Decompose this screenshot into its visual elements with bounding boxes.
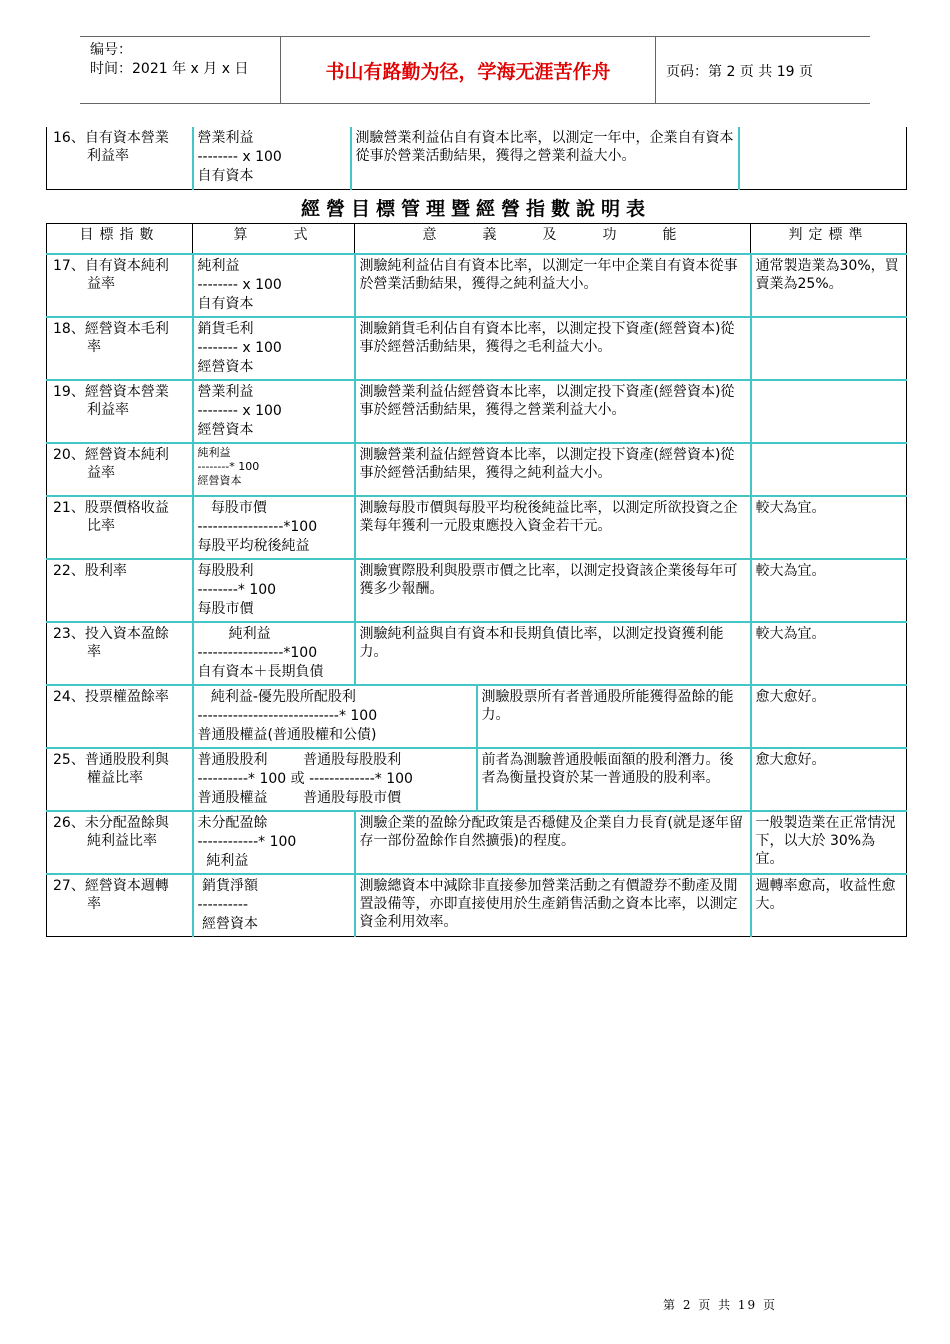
- formula-numerator: 普通股股利 普通股每股股利: [197, 751, 402, 768]
- index-name-cell: [47, 127, 193, 189]
- formula-operator: ----------------------------* 100: [197, 707, 378, 724]
- table-header-row: [47, 224, 907, 254]
- formula-cell: [193, 622, 355, 685]
- formula-operator: -------- x 100: [197, 276, 282, 293]
- formula-operator: -----------------*100: [197, 518, 318, 535]
- date-label: 时间：2021 年 x 月 x 日: [90, 61, 249, 77]
- index-name-cont: 益率: [87, 464, 115, 481]
- meaning-cell: 測驗純利益與自有資本和長期負債比率，以測定投資獲利能力。: [355, 622, 751, 685]
- formula-numerator: 營業利益: [197, 130, 254, 146]
- index-name-cont: 益率: [87, 275, 115, 292]
- table-row: [47, 874, 907, 937]
- formula-numerator: 銷貨毛利: [197, 320, 254, 337]
- formula-denominator: 純利益: [197, 852, 249, 869]
- formula-cell: [193, 254, 355, 317]
- criterion-cell: [751, 380, 907, 443]
- column-header: 目標指數: [47, 224, 193, 254]
- formula-denominator: 經營資本: [197, 358, 254, 375]
- index-name: 25、普通股股利與: [53, 751, 169, 768]
- index-name: 20、經營資本純利: [53, 446, 169, 463]
- formula-cell: [193, 496, 355, 559]
- formula-numerator: 每股股利: [197, 562, 254, 579]
- index-name: 24、投票權盈餘率: [53, 688, 169, 705]
- index-name-cont: 利益率: [87, 401, 129, 418]
- criterion-cell: 較大為宜。: [751, 622, 907, 685]
- index-name-cont: 利益率: [87, 148, 129, 164]
- formula-denominator: 自有資本: [197, 295, 254, 312]
- formula-cell: [193, 748, 477, 811]
- formula-cell: [193, 685, 477, 748]
- table-row: [47, 127, 907, 189]
- formula-denominator: 每股市價: [197, 600, 254, 617]
- index-name: 23、投入資本盈餘: [53, 625, 169, 642]
- table-row: [47, 559, 907, 622]
- formula-numerator: 營業利益: [197, 383, 254, 400]
- table-row: [47, 380, 907, 443]
- formula-cell: [193, 811, 355, 874]
- meaning-cell: 測驗營業利益佔經營資本比率，以測定投下資產(經營資本)從事於經營活動結果，獲得之純利益大小。: [355, 443, 751, 496]
- formula-denominator: 自有資本＋長期負債: [197, 663, 324, 680]
- index-name-cont: 率: [87, 338, 101, 355]
- formula-operator: -----------------*100: [197, 644, 318, 661]
- indicator-table: [46, 223, 907, 937]
- formula-numerator: 未分配盈餘: [197, 814, 268, 831]
- header-motto: 书山有路勤为径，学海无涯苦作舟: [325, 60, 611, 83]
- formula-operator: -------- x 100: [197, 402, 282, 419]
- table-row: [47, 496, 907, 559]
- meaning-cell: 測驗實際股利與股票市價之比率，以測定投資該企業後每年可獲多少報酬。: [355, 559, 751, 622]
- criterion-cell: [751, 317, 907, 380]
- formula-denominator: 普通股權益(普通股權和公債): [197, 726, 377, 743]
- meaning-cell: 測驗股票所有者普通股所能獲得盈餘的能力。: [477, 685, 751, 748]
- criterion-cell: 通常製造業為30%，買賣業為25%。: [751, 254, 907, 317]
- meaning-cell: 測驗企業的盈餘分配政策是否穩健及企業自力長育(就是逐年留存一部份盈餘作自然擴張)的程度。: [355, 811, 751, 874]
- index-name: 17、自有資本純利: [53, 257, 169, 274]
- index-name: 22、股利率: [53, 562, 127, 579]
- formula-cell: [193, 874, 355, 937]
- criterion-cell: 較大為宜。: [751, 496, 907, 559]
- formula-operator: -------- x 100: [197, 339, 282, 356]
- formula-operator: -------- x 100: [197, 149, 282, 165]
- formula-denominator: 經營資本: [197, 421, 254, 438]
- table-row: [47, 443, 907, 496]
- table-row: [47, 622, 907, 685]
- index-name-cont: 權益比率: [87, 769, 143, 786]
- formula-numerator: 銷貨淨額: [197, 877, 258, 894]
- formula-numerator: 純利益-優先股所配股利: [197, 688, 356, 705]
- meaning-cell: 前者為測驗普通股帳面額的股利潛力。後者為衡量投資於某一普通股的股利率。: [477, 748, 751, 811]
- table-title: 經營目標管理暨經營指數說明表: [300, 198, 651, 220]
- column-header: 算 式: [193, 224, 355, 254]
- index-name-cont: 率: [87, 895, 101, 912]
- index-name: 16、自有資本營業: [53, 130, 169, 146]
- formula-denominator: 每股平均稅後純益: [197, 537, 310, 554]
- number-label: 编号：: [90, 42, 132, 58]
- formula-operator: --------* 100: [197, 581, 277, 598]
- index-name: 19、經營資本營業: [53, 383, 169, 400]
- index-name-cont: 比率: [87, 517, 115, 534]
- formula-denominator: 自有資本: [197, 168, 254, 184]
- table-row: [47, 317, 907, 380]
- header-divider: [280, 37, 281, 103]
- table-row: [47, 748, 907, 811]
- index-name-cont: 純利益比率: [87, 832, 157, 849]
- criterion-cell: [751, 443, 907, 496]
- formula-numerator: 純利益: [197, 625, 271, 642]
- criterion-cell: 週轉率愈高，收益性愈大。: [751, 874, 907, 937]
- continued-table: [46, 127, 907, 190]
- index-name: 26、未分配盈餘與: [53, 814, 169, 831]
- formula-numerator: 每股市價: [197, 499, 267, 516]
- criterion-cell: 愈大愈好。: [751, 685, 907, 748]
- criterion-cell: 較大為宜。: [751, 559, 907, 622]
- meaning-cell: 測驗每股市價與每股平均稅後純益比率，以測定所欲投資之企業每年獲利一元股東應投入資金若干元。: [355, 496, 751, 559]
- formula-cell: [193, 443, 355, 496]
- index-name: 18、經營資本毛利: [53, 320, 169, 337]
- formula-denominator: 經營資本: [197, 473, 242, 487]
- index-name: 21、股票價格收益: [53, 499, 169, 516]
- formula-operator: ------------* 100: [197, 833, 297, 850]
- meaning-cell: 測驗銷貨毛利佔自有資本比率，以測定投下資產(經營資本)從事於經營活動結果，獲得之毛利益大小。: [355, 317, 751, 380]
- criterion-cell: 愈大愈好。: [751, 748, 907, 811]
- meaning-cell: 測驗純利益佔自有資本比率，以測定一年中企業自有資本從事於營業活動結果，獲得之純利益大小。: [355, 254, 751, 317]
- page-footer: 第 2 页 共 19 页: [663, 1298, 777, 1312]
- formula-operator: --------* 100: [197, 459, 260, 473]
- header-page-label: 页码：第 2 页 共 19 页: [666, 64, 813, 80]
- meaning-cell: 測驗營業利益佔自有資本比率，以測定一年中，企業自有資本從事於營業活動結果，獲得之營業利益大小。: [351, 127, 739, 189]
- formula-cell: [193, 127, 351, 189]
- table-row: [47, 685, 907, 748]
- header-meta: [90, 41, 248, 79]
- formula-denominator: 經營資本: [197, 915, 258, 932]
- column-header: 意 義 及 功 能: [355, 224, 751, 254]
- formula-operator: ----------: [197, 896, 249, 913]
- formula-operator: ----------* 100 或 -------------* 100: [197, 770, 413, 787]
- index-name-cont: 率: [87, 643, 101, 660]
- criterion-cell: 一般製造業在正常情況下，以大於 30%為宜。: [751, 811, 907, 874]
- formula-numerator: 純利益: [197, 257, 240, 274]
- header-divider: [655, 37, 656, 103]
- index-name: 27、經營資本週轉: [53, 877, 169, 894]
- criterion-cell: [739, 127, 907, 189]
- meaning-cell: 測驗營業利益佔經營資本比率，以測定投下資產(經營資本)從事於經營活動結果，獲得之營業利益大小。: [355, 380, 751, 443]
- meaning-cell: 測驗總資本中減除非直接參加營業活動之有價證券不動產及閒置設備等，亦即直接使用於生產銷售活動之資本比率，以測定資金利用效率。: [355, 874, 751, 937]
- column-header: 判定標準: [751, 224, 907, 254]
- formula-denominator: 普通股權益 普通股每股市價: [197, 789, 402, 806]
- formula-cell: [193, 317, 355, 380]
- formula-numerator: 純利益: [197, 445, 231, 459]
- table-row: [47, 811, 907, 874]
- page-header: [80, 36, 870, 104]
- formula-cell: [193, 559, 355, 622]
- formula-cell: [193, 380, 355, 443]
- table-row: [47, 254, 907, 317]
